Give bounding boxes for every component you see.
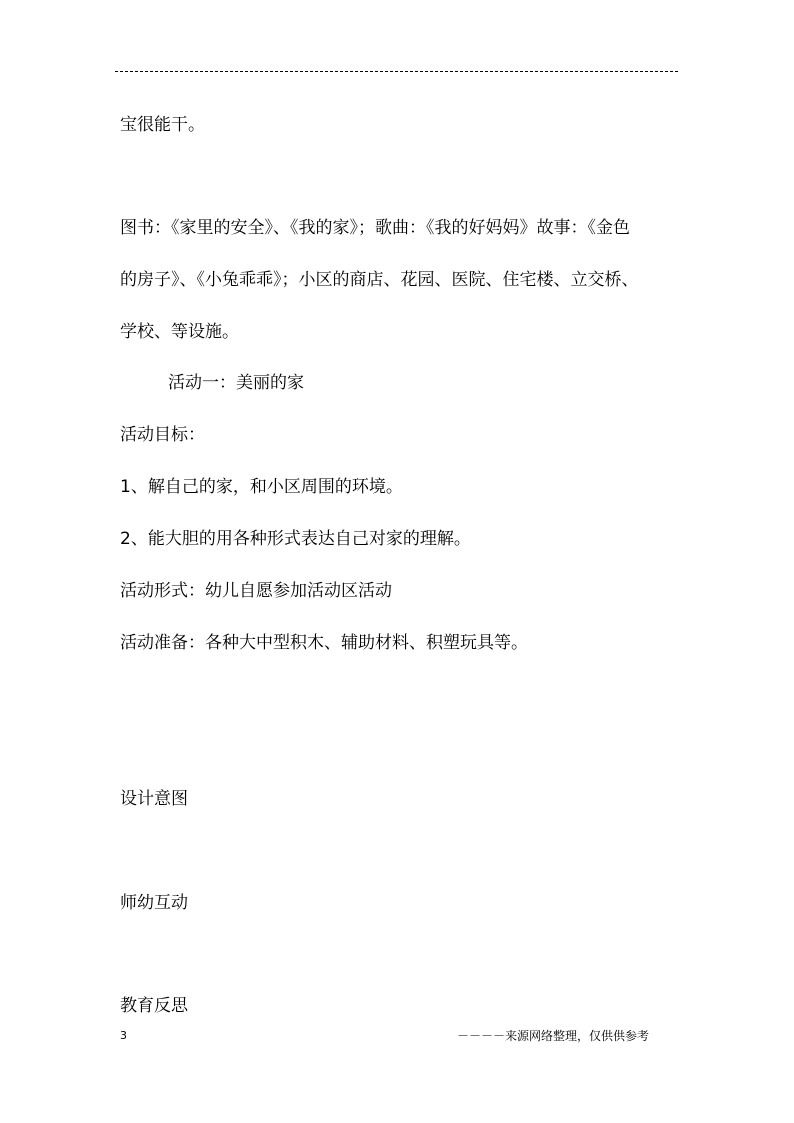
text-line-3: 的房子》、《小兔乖乖》；小区的商店、花园、医院、住宅楼、立交桥、 (120, 270, 639, 290)
text-line-reflection: 教育反思 (120, 996, 188, 1016)
text-line-activity-form: 活动形式：幼儿自愿参加活动区活动 (120, 581, 392, 601)
text-line-goal-1: 1、解自己的家，和小区周围的环境。 (120, 477, 403, 497)
text-line-activity-prep: 活动准备：各种大中型积木、辅助材料、积塑玩具等。 (120, 633, 528, 653)
text-line-1: 宝很能干。 (120, 115, 205, 135)
text-line-goal-2: 2、能大胆的用各种形式表达自己对家的理解。 (120, 529, 471, 549)
page-number: 3 (120, 1029, 127, 1042)
text-line-2: 图书：《家里的安全》、《我的家》；歌曲：《我的好妈妈》故事：《金色 (120, 218, 630, 238)
header-dashed-rule (115, 71, 678, 72)
text-line-design-intent: 设计意图 (120, 789, 188, 809)
text-line-activity-goals: 活动目标： (120, 425, 205, 445)
text-line-4: 学校、等设施。 (120, 322, 239, 342)
text-line-interaction: 师幼互动 (120, 893, 188, 913)
footer-source-note: －－－－来源网络整理，仅供供参考 (457, 1029, 650, 1043)
section-heading-activity-one: 活动一：美丽的家 (168, 373, 304, 393)
